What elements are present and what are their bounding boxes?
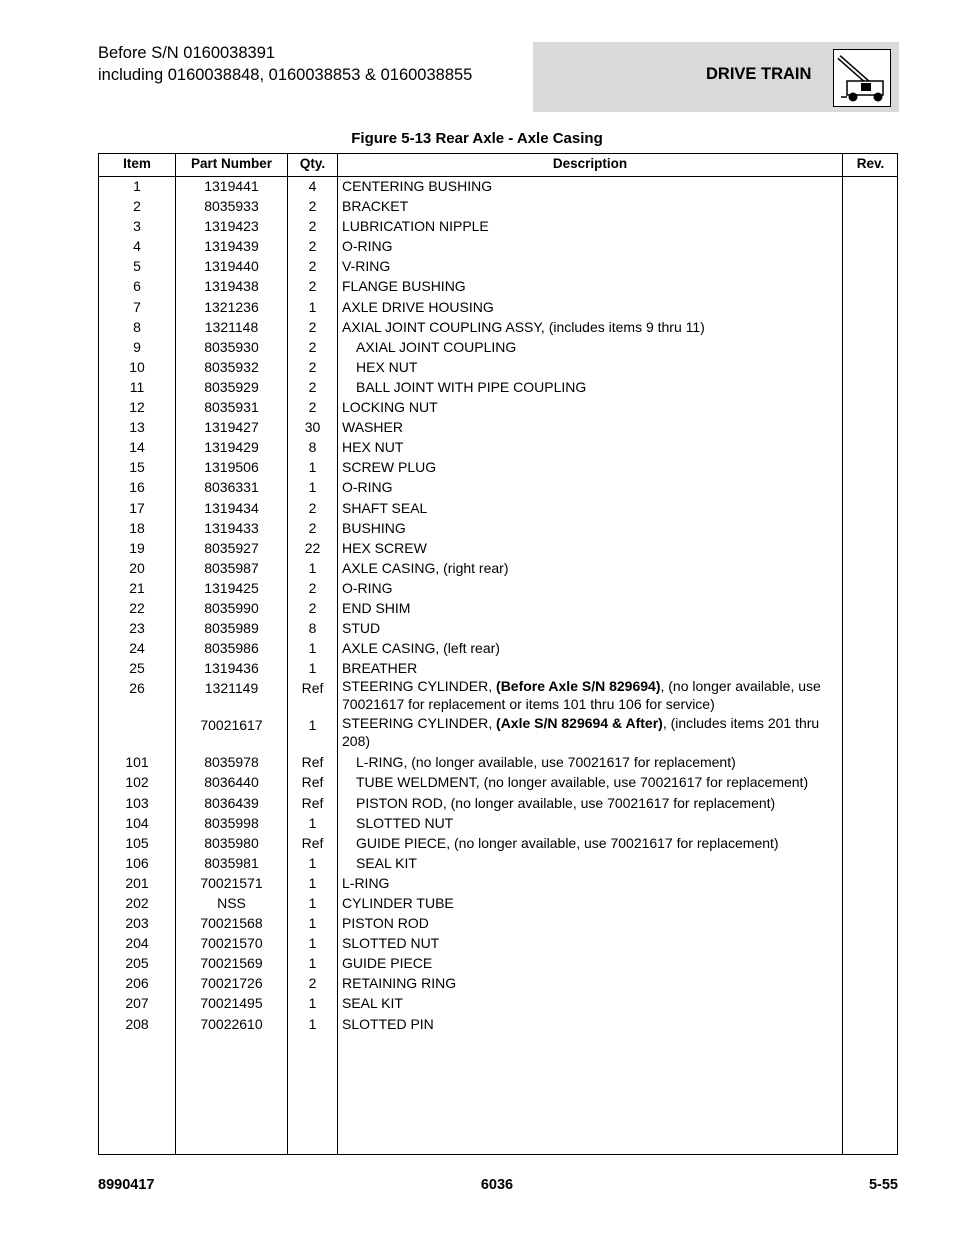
part-number: NSS: [217, 895, 246, 911]
quantity: 1: [308, 717, 317, 734]
quantity: 8: [308, 439, 317, 456]
part-number: 1319433: [204, 519, 259, 536]
part-number: 8035981: [204, 854, 259, 871]
description: PISTON ROD: [342, 915, 429, 932]
quantity: Ref: [301, 754, 324, 771]
item-number: 21: [129, 579, 145, 596]
table-row: [99, 597, 897, 617]
description: L-RING, (no longer available, use 70021617 for replacement): [356, 754, 736, 771]
item-number: 6: [133, 278, 141, 295]
quantity: 1: [308, 895, 317, 911]
description: TUBE WELDMENT, (no longer available, use 70021617 for replacement): [356, 774, 809, 791]
description-prefix: STEERING CYLINDER,: [342, 715, 497, 732]
item-number: 23: [129, 620, 145, 637]
table-row: [99, 436, 897, 456]
item-number: 106: [125, 854, 149, 871]
quantity: 2: [308, 278, 317, 295]
description: SEAL KIT: [356, 854, 417, 871]
item-number: 26: [129, 680, 145, 697]
item-number: 16: [129, 479, 145, 496]
table-row: [99, 832, 897, 852]
quantity: Ref: [301, 774, 324, 791]
quantity: 2: [308, 238, 317, 255]
description: GUIDE PIECE, (no longer available, use 70021617 for replacement): [356, 834, 779, 851]
quantity: 1: [308, 459, 317, 476]
part-number: 1321149: [204, 680, 259, 697]
description: LOCKING NUT: [342, 399, 438, 416]
description-suffix: , (no longer available, use 70021617 for replacement or items 101 thru 106 for service): [342, 678, 821, 712]
quantity: 2: [308, 378, 317, 395]
part-number: 8035932: [204, 358, 259, 375]
description: AXLE DRIVE HOUSING: [342, 298, 494, 315]
table-row: [99, 416, 897, 436]
quantity: 2: [308, 975, 317, 992]
quantity: 1: [308, 955, 317, 972]
table-row: [99, 657, 897, 677]
quantity: 1: [308, 1015, 317, 1032]
quantity: 1: [308, 874, 317, 891]
table-row: [99, 235, 897, 255]
item-number: 202: [125, 895, 149, 911]
table-row: [99, 637, 897, 657]
table-row: [99, 316, 897, 336]
item-number: 20: [129, 559, 145, 576]
table-row: [99, 771, 897, 791]
item-number: 12: [129, 399, 145, 416]
quantity: 1: [308, 559, 317, 576]
column-header-rev: Rev.: [856, 156, 885, 171]
description-serial-note: (Axle S/N 829694 & After): [496, 715, 663, 732]
table-row: [99, 255, 897, 275]
part-number: 1319439: [204, 238, 259, 255]
part-number: 8036439: [204, 794, 259, 811]
quantity: 2: [308, 198, 317, 215]
table-row: [99, 892, 897, 912]
item-number: 203: [125, 915, 149, 932]
item-number: 207: [125, 995, 149, 1012]
part-number: 1321236: [204, 298, 259, 315]
item-number: 4: [133, 238, 141, 255]
quantity: 2: [308, 338, 317, 355]
description: HEX NUT: [342, 439, 404, 456]
table-row: [99, 537, 897, 557]
description: AXLE CASING, (left rear): [342, 640, 500, 657]
quantity: 1: [308, 915, 317, 932]
table-row: [99, 195, 897, 215]
item-number: 17: [129, 499, 145, 516]
description: GUIDE PIECE: [342, 955, 433, 972]
quantity: 2: [308, 399, 317, 416]
description: AXIAL JOINT COUPLING ASSY, (includes items 9 thru 11): [342, 318, 705, 335]
table-row: [99, 175, 897, 195]
table-row: [99, 872, 897, 892]
description: [342, 715, 822, 750]
part-number: 8035978: [204, 754, 259, 771]
description: AXLE CASING, (right rear): [342, 559, 509, 576]
quantity: Ref: [301, 834, 324, 851]
description: LUBRICATION NIPPLE: [342, 218, 489, 235]
part-number: 8035933: [204, 198, 259, 215]
part-number: 1319434: [204, 499, 259, 516]
part-number: 1319436: [204, 660, 259, 677]
part-number: 70021726: [200, 975, 263, 992]
header-text: [98, 42, 472, 86]
item-number: 5: [133, 258, 141, 275]
description: SEAL KIT: [342, 995, 403, 1012]
parts-table: [98, 153, 898, 1155]
item-number: 103: [125, 794, 149, 811]
column-header-description: Description: [552, 156, 628, 171]
part-number: 8035990: [204, 599, 259, 616]
table-row: [99, 912, 897, 932]
item-number: 206: [125, 975, 149, 992]
part-number: 8035989: [204, 620, 259, 637]
item-number: 2: [133, 198, 141, 215]
item-number: 19: [129, 539, 145, 556]
item-number: 11: [129, 378, 145, 395]
item-number: 105: [125, 834, 149, 851]
table-row: [99, 215, 897, 235]
part-number: 1319427: [204, 419, 259, 436]
quantity: 8: [308, 620, 317, 637]
description: O-RING: [342, 238, 393, 255]
item-number: 18: [129, 519, 145, 536]
quantity: 2: [308, 218, 317, 235]
item-number: 7: [133, 298, 141, 315]
item-number: 9: [133, 338, 141, 355]
quantity: 2: [308, 599, 317, 616]
table-row: [99, 456, 897, 476]
description: PISTON ROD, (no longer available, use 70021617 for replacement): [356, 794, 776, 811]
quantity: 1: [308, 298, 317, 315]
description: END SHIM: [342, 599, 411, 616]
part-number: 70022610: [200, 1015, 263, 1032]
item-number: 208: [125, 1015, 149, 1032]
table-row: [99, 714, 897, 751]
item-number: 13: [129, 419, 145, 436]
quantity: Ref: [301, 794, 324, 811]
description: SLOTTED NUT: [342, 935, 440, 952]
table-row: [99, 376, 897, 396]
part-number: 1319440: [204, 258, 259, 275]
description: [342, 678, 822, 713]
description: STUD: [342, 620, 381, 637]
table-row: [99, 296, 897, 316]
table-row: [99, 751, 897, 771]
part-number: 8036440: [204, 774, 259, 791]
footer-doc-number: 8990417: [98, 1177, 155, 1193]
item-number: 8: [133, 318, 141, 335]
item-number: 24: [129, 640, 145, 657]
table-row: [99, 972, 897, 992]
table-row: [99, 677, 897, 714]
description: SLOTTED NUT: [356, 814, 454, 831]
part-number: 1319423: [204, 218, 259, 235]
part-number: 1319429: [204, 439, 259, 456]
table-row: [99, 1013, 897, 1033]
quantity: 1: [308, 935, 317, 952]
item-number: 14: [129, 439, 145, 456]
item-number: 101: [125, 754, 149, 771]
table-row: [99, 792, 897, 812]
part-number: 8035931: [204, 399, 259, 416]
column-header-qty: Qty.: [299, 156, 326, 171]
item-number: 104: [125, 814, 149, 831]
item-number: 22: [129, 599, 145, 616]
part-number: 1319441: [204, 178, 259, 194]
table-row: [99, 812, 897, 832]
table-row: [99, 557, 897, 577]
description: L-RING: [342, 874, 390, 891]
part-number: 70021617: [200, 717, 263, 734]
table-row: [99, 396, 897, 416]
part-number: 8035930: [204, 338, 259, 355]
quantity: 1: [308, 479, 317, 496]
description: BUSHING: [342, 519, 406, 536]
quantity: 2: [308, 318, 317, 335]
table-row: [99, 336, 897, 356]
description-prefix: STEERING CYLINDER,: [342, 678, 497, 695]
description: BREATHER: [342, 660, 418, 677]
description: AXIAL JOINT COUPLING: [356, 338, 517, 355]
quantity: Ref: [301, 680, 324, 697]
part-number: 8035998: [204, 814, 259, 831]
table-row: [99, 497, 897, 517]
part-number: 1319425: [204, 579, 259, 596]
part-number: 1321148: [204, 318, 259, 335]
item-number: 205: [125, 955, 149, 972]
description: RETAINING RING: [342, 975, 457, 992]
item-number: 201: [125, 874, 149, 891]
table-row: [99, 992, 897, 1012]
part-number: 8036331: [204, 479, 259, 496]
table-body: [99, 175, 897, 1033]
section-banner: [533, 42, 899, 112]
part-number: 8035927: [204, 539, 259, 556]
item-number: 10: [129, 358, 145, 375]
table-row: [99, 356, 897, 376]
description-serial-note: (Before Axle S/N 829694): [496, 678, 661, 695]
quantity: 2: [308, 519, 317, 536]
part-number: 8035980: [204, 834, 259, 851]
vehicle-boom-icon: [833, 49, 891, 107]
part-number: 8035986: [204, 640, 259, 657]
part-number: 70021568: [200, 915, 263, 932]
description: O-RING: [342, 479, 393, 496]
part-number: 70021495: [200, 995, 263, 1012]
quantity: 1: [308, 660, 317, 677]
footer-model: 6036: [480, 1177, 514, 1193]
description: SHAFT SEAL: [342, 499, 428, 516]
description: HEX SCREW: [342, 539, 427, 556]
quantity: 4: [308, 178, 317, 194]
item-number: 1: [133, 178, 141, 194]
quantity: 22: [304, 539, 321, 556]
description: SCREW PLUG: [342, 459, 437, 476]
table-row: [99, 932, 897, 952]
footer-page-number: 5-55: [868, 1177, 898, 1193]
item-number: 15: [129, 459, 145, 476]
description: HEX NUT: [356, 358, 418, 375]
table-row: [99, 517, 897, 537]
table-row: [99, 852, 897, 872]
part-number: 1319438: [204, 278, 259, 295]
description: O-RING: [342, 579, 393, 596]
part-number: 1319506: [204, 459, 259, 476]
table-row: [99, 617, 897, 637]
column-header-item: Item: [123, 156, 151, 171]
table-row: [99, 577, 897, 597]
table-row: [99, 952, 897, 972]
description: V-RING: [342, 258, 391, 275]
quantity: 30: [304, 419, 321, 436]
table-row: [99, 275, 897, 295]
item-number: 3: [133, 218, 141, 235]
description: CENTERING BUSHING: [342, 178, 493, 194]
column-header-part-number: Part Number: [190, 156, 273, 171]
description: BRACKET: [342, 198, 409, 215]
description: BALL JOINT WITH PIPE COUPLING: [356, 378, 587, 395]
figure-title: Figure 5-13 Rear Axle - Axle Casing: [351, 130, 603, 147]
header-line-1: Before S/N 0160038391: [98, 44, 276, 62]
header-line-2: including 0160038848, 0160038853 & 0160038855: [98, 66, 473, 84]
item-number: 25: [129, 660, 145, 677]
item-number: 102: [125, 774, 149, 791]
item-number: 204: [125, 935, 149, 952]
quantity: 1: [308, 995, 317, 1012]
part-number: 70021571: [200, 874, 263, 891]
description: SLOTTED PIN: [342, 1015, 434, 1032]
part-number: 70021570: [200, 935, 263, 952]
description: FLANGE BUSHING: [342, 278, 466, 295]
part-number: 8035987: [204, 559, 259, 576]
part-number: 70021569: [200, 955, 263, 972]
part-number: 8035929: [204, 378, 259, 395]
quantity: 2: [308, 358, 317, 375]
quantity: 2: [308, 579, 317, 596]
section-title: DRIVE TRAIN: [706, 65, 812, 83]
quantity: 1: [308, 814, 317, 831]
quantity: 2: [308, 499, 317, 516]
quantity: 2: [308, 258, 317, 275]
description: WASHER: [342, 419, 403, 436]
description-suffix: , (includes items 201 thru 208): [342, 715, 820, 749]
quantity: 1: [308, 854, 317, 871]
description: CYLINDER TUBE: [342, 895, 454, 911]
table-row: [99, 476, 897, 496]
quantity: 1: [308, 640, 317, 657]
